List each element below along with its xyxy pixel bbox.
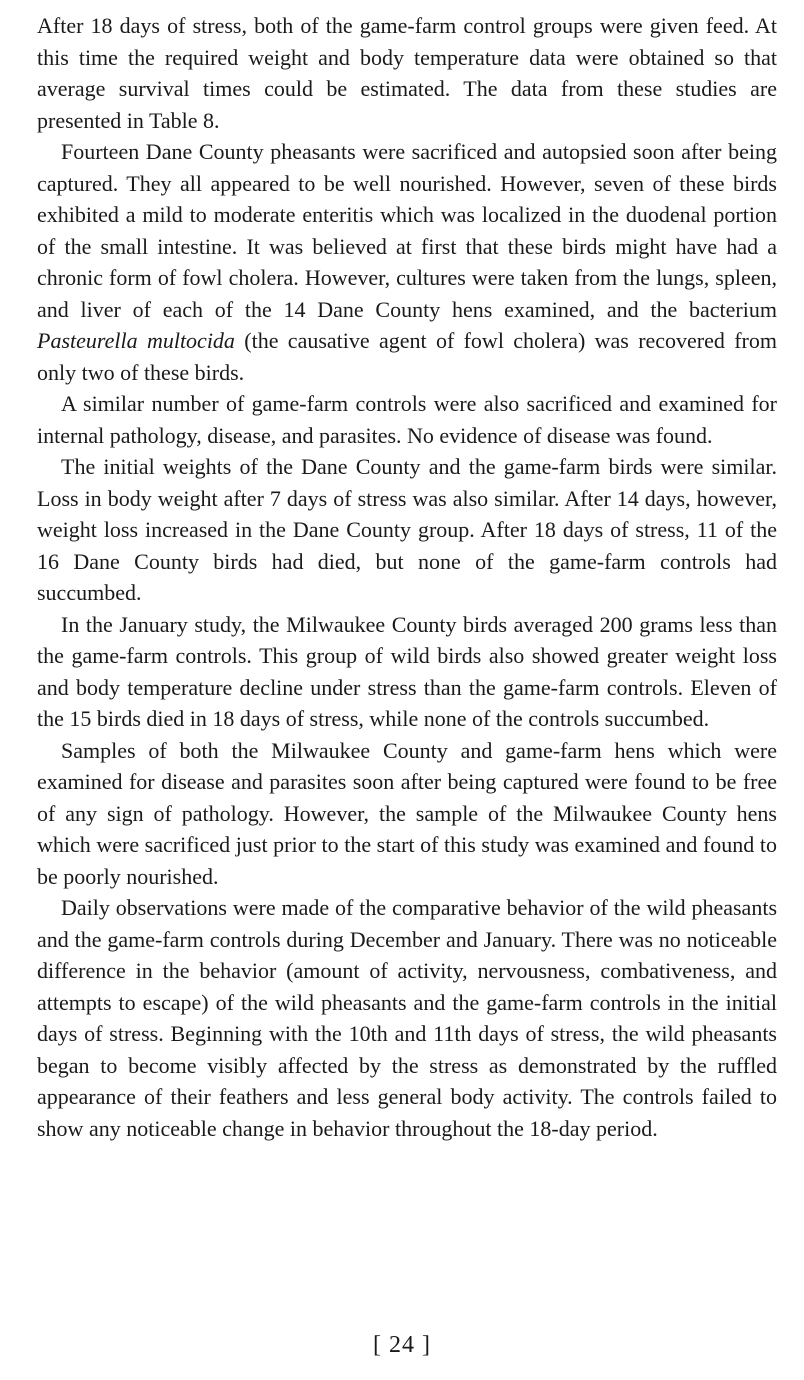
paragraph-2-text-after: (the causative agent of fowl cholera) was recovered from only two of these birds.: [37, 328, 777, 385]
paragraph-6: Samples of both the Milwaukee County and game-farm hens which were examined for disease and parasites soon after being captured were found to be free of any sign of pathology. However, the sample of the Milwaukee County hens which were sacrificed just prior to the start of this study was examined and found to be poorly nourished.: [37, 737, 777, 889]
paragraph-5: In the January study, the Milwaukee County birds averaged 200 grams less than the game-farm controls. This group of wild birds also showed greater weight loss and body temperature decline under stress than the game-farm controls. Eleven of the 15 birds died in 18 days of stress, while none of the controls succumbed.: [37, 611, 777, 731]
paragraph-2: [37, 136, 777, 388]
paragraph-7: Daily observations were made of the comparative behavior of the wild pheasants and the game-farm controls during December and January. There was no noticeable difference in the behavior (amount of activity, nervousness, combativeness, and attempts to escape) of the wild pheasants and the game-farm controls in the initial days of stress. Beginning with the 10th and 11th days of stress, the wild pheasants began to become visibly affected by the stress as demonstrated by the ruffled appearance of their feathers and less general body activity. The controls failed to show any noticeable change in behavior throughout the 18-day period.: [37, 895, 777, 1141]
paragraph-4: The initial weights of the Dane County and the game-farm birds were similar. Loss in body weight after 7 days of stress was also similar. After 14 days, however, weight loss increased in the Dane County group. After 18 days of stress, 11 of the 16 Dane County birds had died, but none of the game-farm controls had succumbed.: [37, 454, 777, 605]
page-number: [ 24 ]: [373, 1332, 431, 1358]
paragraph-1: After 18 days of stress, both of the game-farm control groups were given feed. At this time the required weight and body temperature data were obtained so that average survival times could be estimated. The data from these studies are presented in Table 8.: [37, 13, 777, 133]
page-body: [37, 10, 777, 1144]
species-name: Pasteurella multocida: [37, 328, 235, 353]
paragraph-3: A similar number of game-farm controls were also sacrificed and examined for internal pathology, disease, and parasites. No evidence of disease was found.: [37, 391, 777, 448]
paragraph-2-text-before: Fourteen Dane County pheasants were sacrificed and autopsied soon after being captured. They all appeared to be well nourished. However, seven of these birds exhibited a mild to moderate enteritis which was localized in the duodenal portion of the small intestine. It was believed at first that these birds might have had a chronic form of fowl cholera. However, cultures were taken from the lungs, spleen, and liver of each of the 14 Dane County hens examined, and the bacterium: [37, 139, 777, 322]
